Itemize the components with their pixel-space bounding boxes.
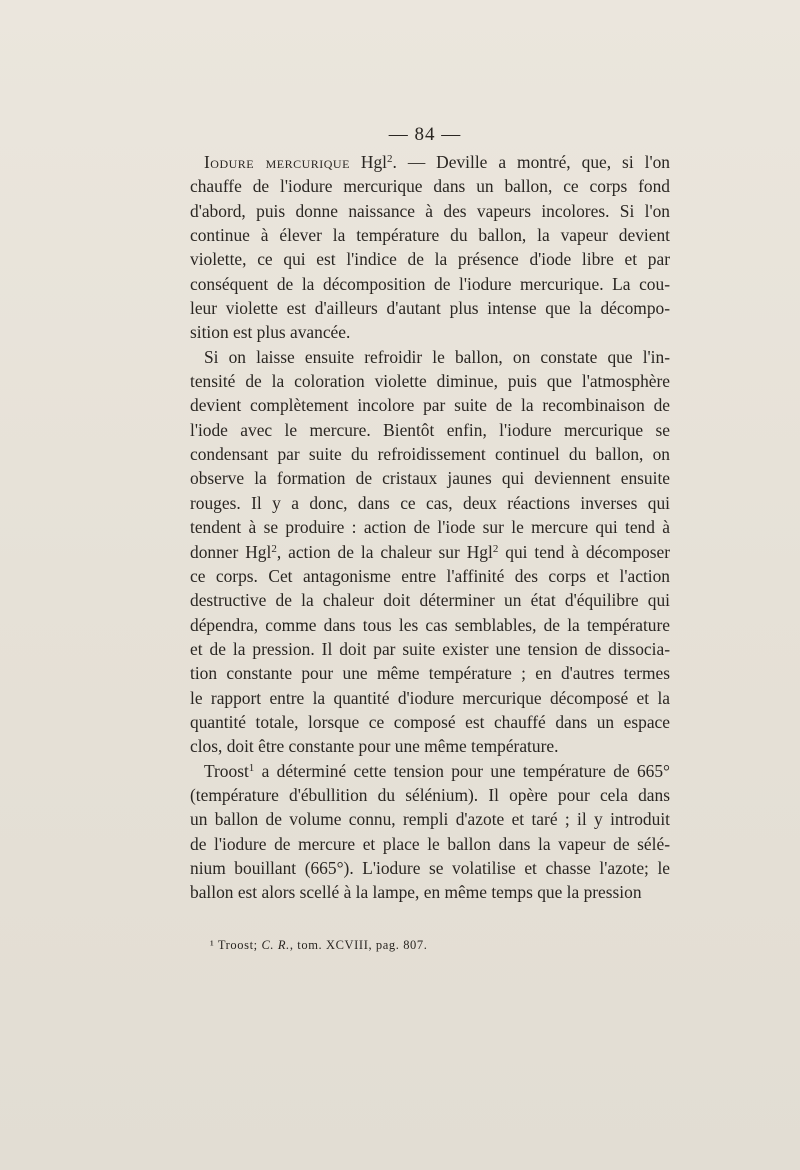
superscript: 1 bbox=[248, 761, 255, 774]
text-line: un ballon de volume connu, rempli d'azote et taré ; il y introduit bbox=[190, 809, 670, 830]
text-line: devient complètement incolore par suite de la recombinaison de bbox=[190, 395, 670, 416]
text-line: chauffe de l'iodure mercurique dans un ballon, ce corps fond bbox=[190, 176, 670, 197]
footnote-marker: ¹ bbox=[210, 938, 215, 952]
text-line: violette, ce qui est l'indice de la présence d'iode libre et par bbox=[190, 249, 670, 270]
text-line: d'abord, puis donne naissance à des vapeurs incolores. Si l'on bbox=[190, 200, 670, 221]
text-line bbox=[190, 150, 670, 174]
text-line: observe la formation de cristaux jaunes qui deviennent ensuite bbox=[190, 468, 670, 489]
superscript: 2 bbox=[387, 152, 393, 165]
text-line: tensité de la coloration violette diminue, puis que l'atmosphère bbox=[190, 371, 670, 392]
text-line: le rapport entre la quantité d'iodure mercurique décomposé et la bbox=[190, 687, 670, 708]
paragraph-troost bbox=[190, 759, 670, 905]
text-line: nium bouillant (665°). L'iodure se volatilise et chasse l'azote; le bbox=[190, 857, 670, 878]
footnote bbox=[210, 938, 427, 953]
superscript: 2 bbox=[271, 542, 277, 555]
text-line: (température d'ébullition du sélénium). Il opère pour cela dans bbox=[190, 784, 670, 805]
text-line: leur violette est d'ailleurs d'autant plus intense que la décompo- bbox=[190, 298, 670, 319]
paragraph-refroidissement bbox=[190, 345, 670, 759]
text-line bbox=[190, 540, 670, 564]
text-run: a déterminé cette tension pour une température de 665° bbox=[254, 760, 670, 781]
text-run: Hgl bbox=[349, 152, 387, 172]
text-run: Troost bbox=[204, 760, 249, 781]
text-line: l'iode avec le mercure. Bientôt enfin, l'iodure mercurique se bbox=[190, 419, 670, 440]
page-number: — 84 — bbox=[388, 124, 462, 145]
footnote-journal: C. R. bbox=[261, 938, 290, 952]
footnote-reference: , tom. XCVIII, pag. 807. bbox=[289, 938, 428, 952]
text-line: quantité totale, lorsque ce composé est chauffé dans un espace bbox=[190, 711, 670, 732]
text-run: . — Deville a montré, que, si l'on bbox=[392, 152, 670, 172]
text-run: donner Hgl bbox=[190, 541, 272, 562]
text-line: sition est plus avancée. bbox=[190, 322, 351, 343]
text-line bbox=[190, 759, 670, 783]
text-line: conséquent de la décomposition de l'iodure mercurique. La cou- bbox=[190, 273, 670, 294]
text-line: continue à élever la température du ballon, la vapeur devient bbox=[190, 225, 670, 246]
text-line: ballon est alors scellé à la lampe, en même temps que la pression bbox=[190, 882, 642, 903]
text-line: rouges. Il y a donc, dans ce cas, deux réactions inverses qui bbox=[190, 492, 670, 513]
text-line: et de la pression. Il doit par suite exister une tension de dissocia- bbox=[190, 638, 670, 659]
body-text bbox=[190, 150, 670, 905]
footnote-author: Troost; bbox=[217, 938, 258, 952]
text-line: Si on laisse ensuite refroidir le ballon, on constate que l'in- bbox=[204, 346, 670, 367]
text-line: clos, doit être constante pour une même température. bbox=[190, 736, 559, 757]
text-line: ce corps. Cet antagonisme entre l'affinité des corps et l'action bbox=[190, 565, 670, 586]
text-line: destructive de la chaleur doit déterminer un état d'équilibre qui bbox=[190, 590, 670, 611]
superscript: 2 bbox=[492, 542, 499, 555]
text-run: qui tend à décomposer bbox=[498, 541, 670, 562]
text-line: condensant par suite du refroidissement continuel du ballon, on bbox=[190, 444, 670, 465]
text-run: , action de la chaleur sur Hgl bbox=[276, 541, 493, 562]
text-line: tion constante pour une même température ; en d'autres termes bbox=[190, 663, 670, 684]
text-line: tendent à se produire : action de l'iode sur le mercure qui tend à bbox=[190, 517, 670, 538]
text-line: dépendra, comme dans tous les cas semblables, de la température bbox=[190, 614, 670, 635]
text-line: de l'iodure de mercure et place le ballon dans la vapeur de sélé- bbox=[190, 833, 670, 854]
section-heading: Iodure mercurique bbox=[204, 152, 350, 172]
paragraph-iodure-mercurique bbox=[190, 150, 670, 345]
